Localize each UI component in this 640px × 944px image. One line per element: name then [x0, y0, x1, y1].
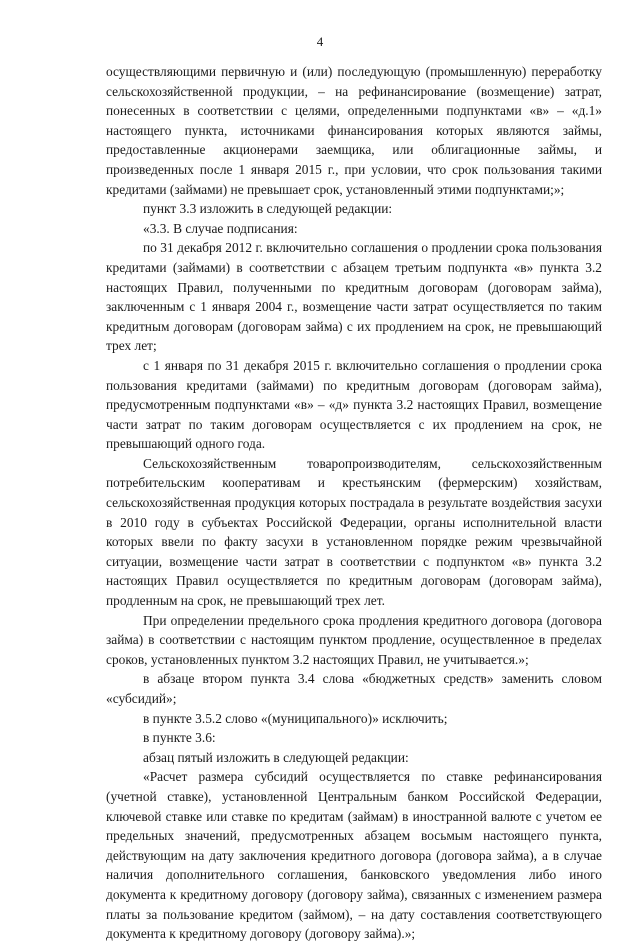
paragraph-clause-3-3-heading: «3.3. В случае подписания:	[143, 220, 298, 236]
paragraph-subsidy-calculation: «Расчет размера субсидий осуществляется по ставке рефинансирования (учетной ставке), установленной Центральным банком Российской Федерации, ключевой ставке или ставке по кредитам (займам) в иностранной валюте с учетом ее предельных значений, предусмотренных абзацем восьмым настоящего пункта, действующим на дату заключения кредитного договора (договора займа), а в случае наличия дополнительного соглашения, банковского уведомления либо иного документа к кредитному договору (договору займа), связанных с изменением размера платы за пользование кредитом (займом), – на дату составления соответствующего документа к кредитному договору (договору займа).»;	[106, 769, 602, 942]
paragraph-item-3-5-2: в пункте 3.5.2 слово «(муниципального)» исключить;	[143, 710, 448, 726]
page-number: 4	[316, 34, 324, 49]
paragraph-item-3-6: в пункте 3.6:	[143, 730, 216, 746]
paragraph-2015: с 1 января по 31 декабря 2015 г. включительно соглашения о продлении срока пользования кредитами (займами) по кредитным договорам (договорам займа), предусмотренным подпунктами «в» – «д» пункта 3.2 настоящих Правил, возмещение части затрат по таким договорам осуществляется с их продлением на срок, не превышающий одного года.	[106, 357, 602, 452]
paragraph-instruction-3-3: пункт 3.3 изложить в следующей редакции:	[143, 201, 393, 217]
paragraph-item-3-4: в абзаце втором пункта 3.4 слова «бюджетных средств» заменить словом «субсидий»;	[106, 671, 602, 706]
paragraph-continuation: осуществляющими первичную и (или) последующую (промышленную) переработку сельскохозяйственной продукции, – на рефинансирование (возмещение) затрат, понесенных в соответствии с целями, определенными подпунктами «в» – «д.1» настоящего пункта, источниками финансирования которых являются займы, предоставленные акционерами заемщика, или облигационные займы, и произведенных после 1 января 2015 г., при условии, что срок пользования такими кредитами (займами) не превышает срок, установленный этими подпунктами;»;	[106, 64, 602, 197]
paragraph-until-2012: по 31 декабря 2012 г. включительно соглашения о продлении срока пользования кредитами (займами) в соответствии с абзацем третьим подпункта «в» пункта 3.2 настоящих Правил, полученными по кредитным договорам (договорам займа), заключенным с 1 января 2004 г., возмещение части затрат осуществляется по таким кредитным договорам (договорам займа) с их продлением на срок, не превышающий трех лет;	[106, 240, 602, 354]
paragraph-drought-2010: Сельскохозяйственным товаропроизводителям, сельскохозяйственным потребительским кооперативам и крестьянским (фермерским) хозяйствам, сельскохозяйственная продукция которых пострадала в результате воздействия засухи в 2010 году в субъектах Российской Федерации, органы исполнительной власти которых ввели по факту засухи в установленном порядке режим чрезвычайной ситуации, возмещение части затрат в соответствии с подпунктом «в» пункта 3.2 настоящих Правил осуществляется по кредитным договорам (договорам займа), продленным на срок, не превышающий трех лет.	[106, 455, 602, 609]
document-body	[106, 62, 602, 944]
paragraph-fifth-abzac: абзац пятый изложить в следующей редакции:	[143, 749, 409, 765]
paragraph-max-term: При определении предельного срока продления кредитного договора (договора займа) в соответствии с настоящим пунктом продление, осуществленное в пределах сроков, установленных пунктом 3.2 настоящих Правил, не учитывается.»;	[106, 612, 602, 667]
